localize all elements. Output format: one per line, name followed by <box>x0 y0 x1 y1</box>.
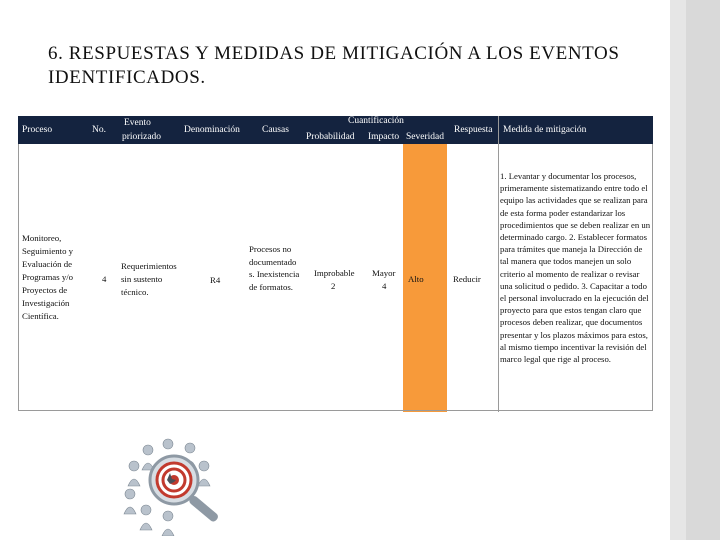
header-denominacion: Denominación <box>184 125 240 135</box>
cell-probabilidad-label: Improbable <box>314 268 355 278</box>
header-impacto: Impacto <box>368 132 400 142</box>
right-decorative-band-inner <box>686 0 720 540</box>
header-causas: Causas <box>262 125 289 135</box>
cell-proceso: Monitoreo, Seguimiento y Evaluación de Programas y/o Proyectos de Investigación Científica. <box>22 233 74 321</box>
cell-probabilidad-value: 2 <box>331 281 336 291</box>
header-medida: Medida de mitigación <box>503 125 587 135</box>
header-no: No. <box>92 125 106 135</box>
column-divider <box>498 116 499 412</box>
cell-severidad: Alto <box>408 274 424 284</box>
cell-causas: Procesos no documentado s. Inexistencia de formatos. <box>249 244 300 292</box>
cell-impacto-label: Mayor <box>372 268 396 278</box>
header-respuesta: Respuesta <box>454 125 493 135</box>
cell-evento: Requerimientos sin sustento técnico. <box>121 261 177 297</box>
cell-respuesta: Reducir <box>453 274 481 284</box>
header-cuantificacion: Cuantificación <box>348 116 404 126</box>
header-severidad: Severidad <box>406 132 444 142</box>
header-probabilidad: Probabilidad <box>306 132 355 142</box>
cell-impacto-value: 4 <box>382 281 387 291</box>
header-evento-line2: priorizado <box>122 132 162 142</box>
cell-medida: 1. Levantar y documentar los procesos, primeramente sistematizando entre todo el equipo las actividades que se realizan para de esta forma poder estandarizar los procedimientos que se deben realizar en un determinado cargo. 2. Establecer formatos para trámites que maneja la Dirección de tal manera que todos manejen un solo criterio al momento de realizar o revisar una solicitud o pedido. 3. Capacitar a todo el personal involucrado en la ejecución del proyecto para que estos tengan claro que procesos deben realizar, que documentos presentar y los plazos máximos para estos, al mismo tiempo incentivar la revisión del marco legal que rige al proceso. <box>500 171 651 365</box>
slide-title: 6. RESPUESTAS Y MEDIDAS DE MITIGACIÓN A LOS EVENTOS IDENTIFICADOS. <box>48 43 620 88</box>
cell-denominacion: R4 <box>210 275 221 285</box>
target-magnifier-icon <box>118 436 230 536</box>
header-proceso: Proceso <box>22 125 53 135</box>
cell-no: 4 <box>102 274 107 284</box>
header-evento-line1: Evento <box>124 118 151 128</box>
